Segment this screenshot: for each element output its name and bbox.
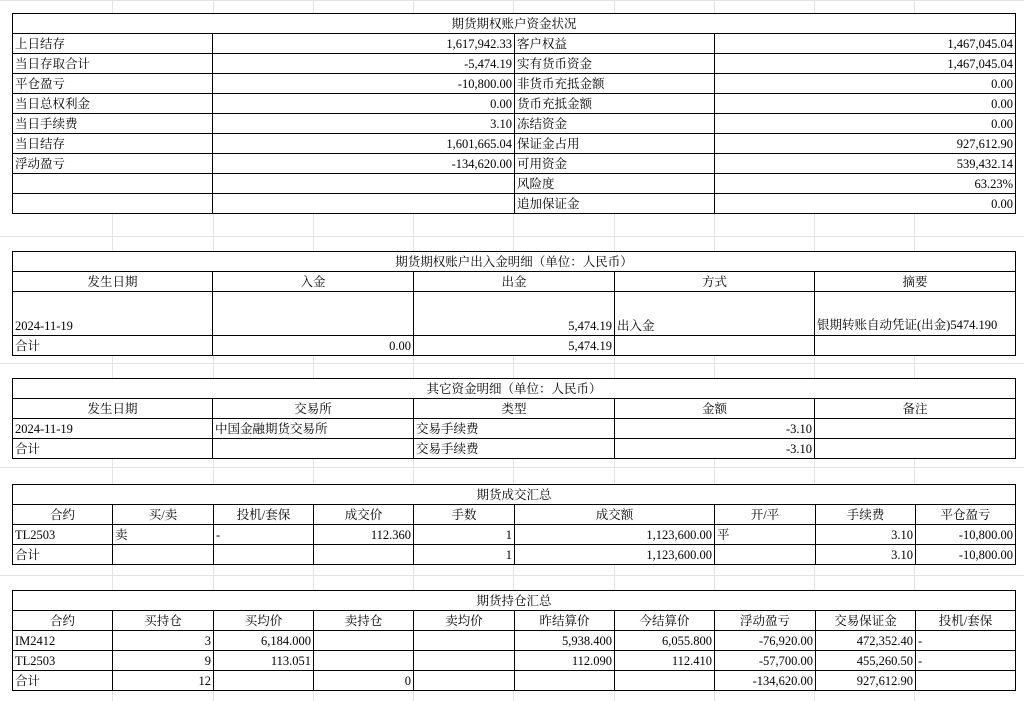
row-label[interactable] — [13, 174, 213, 194]
row-label[interactable]: 货币充抵金额 — [515, 94, 715, 114]
summary-cell[interactable]: 银期转账自动凭证(出金)5474.190 — [815, 292, 1016, 336]
total-pnl[interactable]: -10,800.00 — [916, 545, 1016, 565]
empty-cell[interactable] — [214, 545, 314, 565]
total-type[interactable]: 交易手续费 — [414, 439, 615, 459]
total-label[interactable]: 合计 — [13, 545, 113, 565]
table-row — [13, 651, 1016, 671]
total-deposit[interactable]: 0.00 — [213, 336, 414, 356]
table-total-row — [13, 545, 1016, 565]
table-row — [13, 174, 1016, 194]
empty-cell[interactable] — [214, 671, 314, 691]
total-float-pnl[interactable]: -134,620.00 — [715, 671, 816, 691]
lots-cell[interactable]: 1 — [414, 525, 515, 545]
sell-position-cell[interactable] — [314, 651, 414, 671]
total-margin[interactable]: 927,612.90 — [816, 671, 916, 691]
row-label[interactable]: 当日手续费 — [13, 114, 213, 134]
column-header[interactable]: 合约 — [13, 505, 113, 525]
column-header[interactable]: 昨结算价 — [515, 611, 615, 631]
spec-cell[interactable]: - — [916, 631, 1016, 651]
column-header[interactable]: 投机/套保 — [916, 611, 1016, 631]
row-value[interactable]: 539,432.14 — [715, 154, 1016, 174]
date-cell[interactable]: 2024-11-19 — [13, 419, 213, 439]
table-row — [13, 94, 1016, 114]
column-header[interactable]: 浮动盈亏 — [715, 611, 816, 631]
row-value[interactable]: 1,617,942.33 — [213, 34, 515, 54]
column-header[interactable]: 发生日期 — [13, 272, 213, 292]
margin-cell[interactable]: 472,352.40 — [816, 631, 916, 651]
empty-cell[interactable] — [515, 671, 615, 691]
column-header[interactable]: 投机/套保 — [214, 505, 314, 525]
total-label[interactable]: 合计 — [13, 439, 213, 459]
prev-settle-cell[interactable]: 5,938.400 — [515, 631, 615, 651]
empty-cell[interactable] — [213, 439, 414, 459]
row-value[interactable]: 0.00 — [715, 74, 1016, 94]
column-header[interactable]: 手数 — [414, 505, 515, 525]
amount-cell[interactable]: -3.10 — [615, 419, 815, 439]
type-cell[interactable]: 交易手续费 — [414, 419, 615, 439]
empty-cell[interactable] — [113, 545, 214, 565]
pnl-cell[interactable]: -10,800.00 — [916, 525, 1016, 545]
position-summary-table — [12, 590, 1016, 691]
row-label[interactable]: 当日结存 — [13, 134, 213, 154]
empty-cell[interactable] — [615, 336, 815, 356]
settle-cell[interactable]: 112.410 — [615, 651, 715, 671]
row-value[interactable]: 1,467,045.04 — [715, 34, 1016, 54]
total-lots[interactable]: 1 — [414, 545, 515, 565]
empty-cell[interactable] — [414, 671, 515, 691]
total-label[interactable]: 合计 — [13, 671, 113, 691]
fee-cell[interactable]: 3.10 — [816, 525, 916, 545]
open-close-cell[interactable]: 平 — [715, 525, 816, 545]
row-value[interactable]: 0.00 — [213, 94, 515, 114]
column-header[interactable]: 摘要 — [815, 272, 1016, 292]
margin-cell[interactable]: 455,260.50 — [816, 651, 916, 671]
row-value[interactable]: 0.00 — [715, 114, 1016, 134]
column-header[interactable]: 开/平 — [715, 505, 816, 525]
row-label[interactable] — [13, 194, 213, 214]
table-row — [13, 114, 1016, 134]
row-label[interactable]: 冻结资金 — [515, 114, 715, 134]
column-header[interactable]: 交易所 — [213, 399, 414, 419]
column-header[interactable]: 卖持仓 — [314, 611, 414, 631]
row-value[interactable]: -10,800.00 — [213, 74, 515, 94]
column-header[interactable]: 成交价 — [314, 505, 414, 525]
amount-cell[interactable]: 1,123,600.00 — [515, 525, 715, 545]
table-header-row — [13, 272, 1016, 292]
price-cell[interactable]: 112.360 — [314, 525, 414, 545]
column-header[interactable]: 平仓盈亏 — [916, 505, 1016, 525]
table-row — [13, 34, 1016, 54]
account-status-table — [12, 13, 1016, 214]
table-header-row — [13, 505, 1016, 525]
total-withdraw[interactable]: 5,474.19 — [414, 336, 615, 356]
table-header-row — [13, 611, 1016, 631]
grid-line — [0, 363, 1024, 364]
empty-cell[interactable] — [815, 419, 1016, 439]
table-total-row — [13, 336, 1016, 356]
total-label[interactable]: 合计 — [13, 336, 213, 356]
column-header[interactable]: 合约 — [13, 611, 113, 631]
table-row — [13, 74, 1016, 94]
buy-average-cell[interactable]: 6,184.000 — [214, 631, 314, 651]
row-value[interactable]: -5,474.19 — [213, 54, 515, 74]
table-row — [13, 134, 1016, 154]
position-summary-title[interactable]: 期货持仓汇总 — [13, 591, 1016, 611]
deposit-withdraw-title[interactable]: 期货期权账户出入金明细（单位：人民币） — [13, 252, 1016, 272]
prev-settle-cell[interactable]: 112.090 — [515, 651, 615, 671]
side-cell[interactable]: 卖 — [113, 525, 214, 545]
table-header-row — [13, 399, 1016, 419]
empty-cell[interactable] — [615, 671, 715, 691]
buy-position-cell[interactable]: 9 — [113, 651, 214, 671]
table-row — [13, 154, 1016, 174]
deposit-withdraw-table — [12, 251, 1016, 356]
column-header[interactable]: 买/卖 — [113, 505, 214, 525]
table-row — [13, 292, 1016, 336]
column-header[interactable]: 成交额 — [515, 505, 715, 525]
account-status-title[interactable]: 期货期权账户资金状况 — [13, 14, 1016, 34]
exchange-cell[interactable]: 中国金融期货交易所 — [213, 419, 414, 439]
method-cell[interactable]: 出入金 — [615, 292, 815, 336]
row-label[interactable]: 浮动盈亏 — [13, 154, 213, 174]
total-buy-position[interactable]: 12 — [113, 671, 214, 691]
column-header[interactable]: 备注 — [815, 399, 1016, 419]
row-value[interactable]: 3.10 — [213, 114, 515, 134]
buy-position-cell[interactable]: 3 — [113, 631, 214, 651]
row-value[interactable] — [213, 174, 515, 194]
column-header[interactable]: 金额 — [615, 399, 815, 419]
table-row — [13, 525, 1016, 545]
row-value[interactable]: 63.23% — [715, 174, 1016, 194]
spec-cell[interactable]: - — [214, 525, 314, 545]
row-label[interactable]: 实有货币资金 — [515, 54, 715, 74]
grid-line — [0, 467, 1024, 468]
row-value[interactable]: -134,620.00 — [213, 154, 515, 174]
column-header[interactable]: 今结算价 — [615, 611, 715, 631]
sell-average-cell[interactable] — [414, 631, 515, 651]
row-label[interactable]: 当日存取合计 — [13, 54, 213, 74]
row-value[interactable]: 0.00 — [715, 194, 1016, 214]
column-header[interactable]: 出金 — [414, 272, 615, 292]
row-label[interactable]: 非货币充抵金额 — [515, 74, 715, 94]
column-header[interactable]: 类型 — [414, 399, 615, 419]
float-pnl-cell[interactable]: -76,920.00 — [715, 631, 816, 651]
row-value[interactable]: 0.00 — [715, 94, 1016, 114]
withdraw-cell[interactable]: 5,474.19 — [414, 292, 615, 336]
row-label[interactable]: 可用资金 — [515, 154, 715, 174]
grid-line — [0, 236, 1024, 237]
contract-cell[interactable]: TL2503 — [13, 651, 113, 671]
grid-line — [0, 0, 1024, 1]
column-header[interactable]: 发生日期 — [13, 399, 213, 419]
row-label[interactable]: 保证金占用 — [515, 134, 715, 154]
table-row — [13, 54, 1016, 74]
other-funds-title[interactable]: 其它资金明细（单位：人民币） — [13, 379, 1016, 399]
row-value[interactable]: 927,612.90 — [715, 134, 1016, 154]
deposit-cell[interactable] — [213, 292, 414, 336]
contract-cell[interactable]: TL2503 — [13, 525, 113, 545]
date-cell[interactable]: 2024-11-19 — [13, 292, 213, 336]
column-header[interactable]: 买持仓 — [113, 611, 214, 631]
spec-cell[interactable]: - — [916, 651, 1016, 671]
empty-cell[interactable] — [715, 545, 816, 565]
row-value[interactable]: 1,601,665.04 — [213, 134, 515, 154]
trade-summary-table — [12, 484, 1016, 565]
table-row — [13, 419, 1016, 439]
sell-position-cell[interactable] — [314, 631, 414, 651]
column-header[interactable]: 买均价 — [214, 611, 314, 631]
table-row — [13, 631, 1016, 651]
total-amount[interactable]: 1,123,600.00 — [515, 545, 715, 565]
grid-line — [0, 575, 1024, 576]
total-amount[interactable]: -3.10 — [615, 439, 815, 459]
table-row — [13, 194, 1016, 214]
total-fee[interactable]: 3.10 — [816, 545, 916, 565]
float-pnl-cell[interactable]: -57,700.00 — [715, 651, 816, 671]
column-header[interactable]: 方式 — [615, 272, 815, 292]
column-header[interactable]: 卖均价 — [414, 611, 515, 631]
buy-average-cell[interactable]: 113.051 — [214, 651, 314, 671]
empty-cell[interactable] — [815, 439, 1016, 459]
empty-cell[interactable] — [815, 336, 1016, 356]
row-label[interactable]: 追加保证金 — [515, 194, 715, 214]
contract-cell[interactable]: IM2412 — [13, 631, 113, 651]
row-label[interactable]: 平仓盈亏 — [13, 74, 213, 94]
row-label[interactable]: 客户权益 — [515, 34, 715, 54]
other-funds-table — [12, 378, 1016, 459]
trade-summary-title[interactable]: 期货成交汇总 — [13, 485, 1016, 505]
empty-cell[interactable] — [916, 671, 1016, 691]
sell-average-cell[interactable] — [414, 651, 515, 671]
column-header[interactable]: 手续费 — [816, 505, 916, 525]
column-header[interactable]: 交易保证金 — [816, 611, 916, 631]
row-value[interactable] — [213, 194, 515, 214]
row-value[interactable]: 1,467,045.04 — [715, 54, 1016, 74]
settle-cell[interactable]: 6,055.800 — [615, 631, 715, 651]
column-header[interactable]: 入金 — [213, 272, 414, 292]
row-label[interactable]: 风险度 — [515, 174, 715, 194]
row-label[interactable]: 当日总权利金 — [13, 94, 213, 114]
total-sell-position[interactable]: 0 — [314, 671, 414, 691]
empty-cell[interactable] — [314, 545, 414, 565]
table-total-row — [13, 439, 1016, 459]
table-total-row — [13, 671, 1016, 691]
row-label[interactable]: 上日结存 — [13, 34, 213, 54]
